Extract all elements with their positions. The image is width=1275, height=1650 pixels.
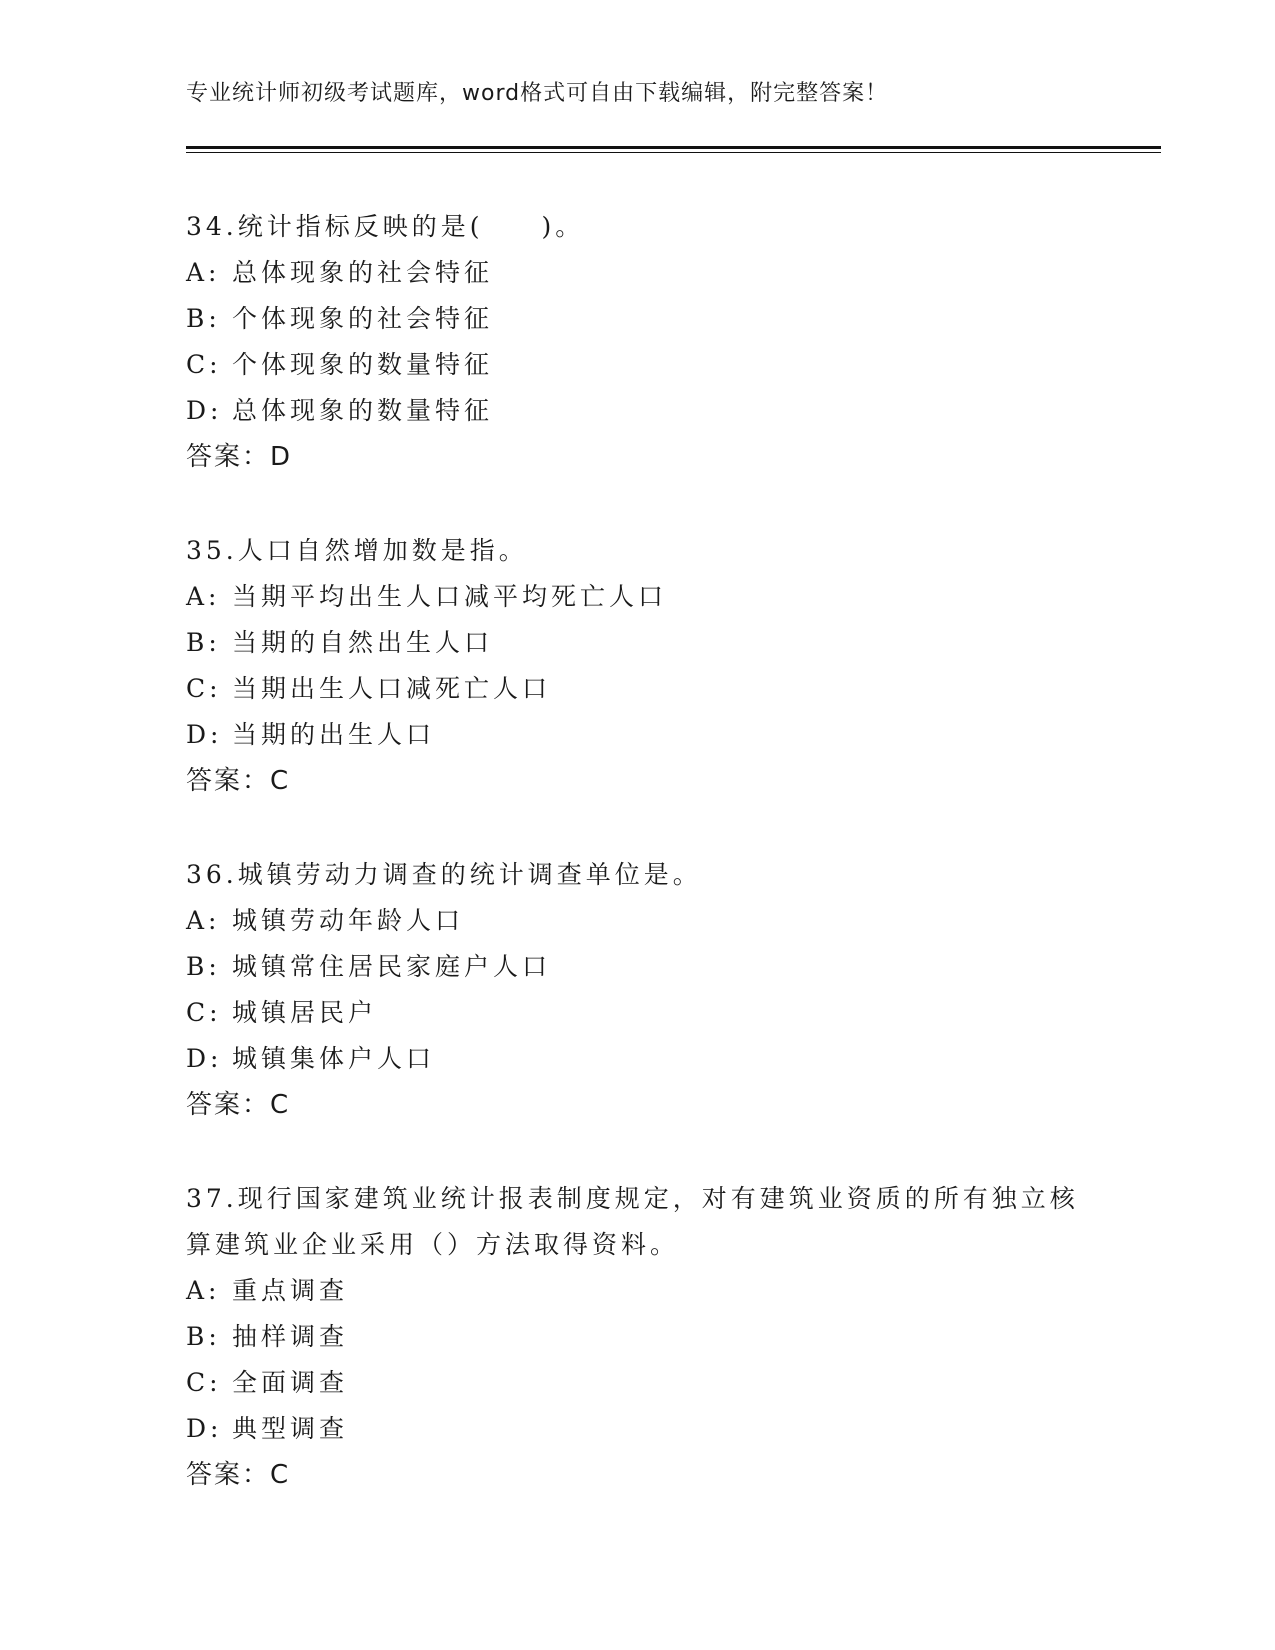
- option-text: 个体现象的社会特征: [232, 304, 494, 333]
- option-text: 抽样调查: [232, 1322, 349, 1351]
- header-divider: [186, 146, 1161, 149]
- question-34: [186, 204, 1086, 480]
- option-label: A:: [186, 582, 221, 611]
- question-37: [186, 1176, 1086, 1498]
- option-d: [186, 712, 1086, 758]
- answer: 答案：C: [186, 1460, 291, 1490]
- option-a: [186, 574, 1086, 620]
- option-text: 当期出生人口减死亡人口: [232, 674, 552, 703]
- option-d: [186, 388, 1086, 434]
- option-b: [186, 1314, 1086, 1360]
- option-text: 重点调查: [232, 1276, 349, 1305]
- option-label: D:: [186, 1044, 223, 1073]
- option-label: C:: [186, 998, 222, 1027]
- option-c: [186, 342, 1086, 388]
- option-c: [186, 1360, 1086, 1406]
- option-text: 总体现象的社会特征: [232, 258, 494, 287]
- option-text: 城镇常住居民家庭户人口: [232, 952, 552, 981]
- option-label: A:: [186, 906, 221, 935]
- option-label: B:: [186, 952, 221, 981]
- option-text: 城镇集体户人口: [232, 1044, 436, 1073]
- option-label: B:: [186, 304, 221, 333]
- option-label: C:: [186, 674, 222, 703]
- question-stem: 35.人口自然增加数是指。: [186, 536, 528, 565]
- option-d: [186, 1406, 1086, 1452]
- option-label: D:: [186, 396, 223, 425]
- answer: 答案：D: [186, 442, 293, 472]
- option-text: 当期平均出生人口减平均死亡人口: [232, 582, 668, 611]
- question-stem-line-2: 算建筑业企业采用（）方法取得资料。: [186, 1230, 680, 1259]
- option-b: [186, 944, 1086, 990]
- option-text: 个体现象的数量特征: [232, 350, 494, 379]
- option-label: D:: [186, 720, 223, 749]
- option-text: 全面调查: [232, 1368, 349, 1397]
- question-stem: 36.城镇劳动力调查的统计调查单位是。: [186, 860, 702, 889]
- option-text: 城镇劳动年龄人口: [232, 906, 465, 935]
- option-text: 总体现象的数量特征: [232, 396, 494, 425]
- question-35: [186, 528, 1086, 804]
- option-label: C:: [186, 1368, 222, 1397]
- option-text: 当期的自然出生人口: [232, 628, 494, 657]
- option-d: [186, 1036, 1086, 1082]
- option-text: 典型调查: [232, 1414, 349, 1443]
- option-label: A:: [186, 258, 221, 287]
- answer: 答案：C: [186, 1090, 291, 1120]
- option-a: [186, 1268, 1086, 1314]
- page-header: 专业统计师初级考试题库，word格式可自由下载编辑，附完整答案！: [186, 81, 889, 106]
- answer: 答案：C: [186, 766, 291, 796]
- question-36: [186, 852, 1086, 1128]
- option-b: [186, 296, 1086, 342]
- header-divider-thin: [186, 152, 1161, 153]
- option-c: [186, 990, 1086, 1036]
- option-label: B:: [186, 1322, 221, 1351]
- question-stem-line-1: 37.现行国家建筑业统计报表制度规定，对有建筑业资质的所有独立核: [186, 1184, 1079, 1213]
- option-text: 当期的出生人口: [232, 720, 436, 749]
- option-a: [186, 898, 1086, 944]
- option-text: 城镇居民户: [232, 998, 378, 1027]
- option-a: [186, 250, 1086, 296]
- question-list: [186, 204, 1086, 1546]
- option-c: [186, 666, 1086, 712]
- option-b: [186, 620, 1086, 666]
- option-label: C:: [186, 350, 222, 379]
- question-stem: 34.统计指标反映的是( )。: [186, 212, 585, 241]
- option-label: A:: [186, 1276, 221, 1305]
- option-label: B:: [186, 628, 221, 657]
- option-label: D:: [186, 1414, 223, 1443]
